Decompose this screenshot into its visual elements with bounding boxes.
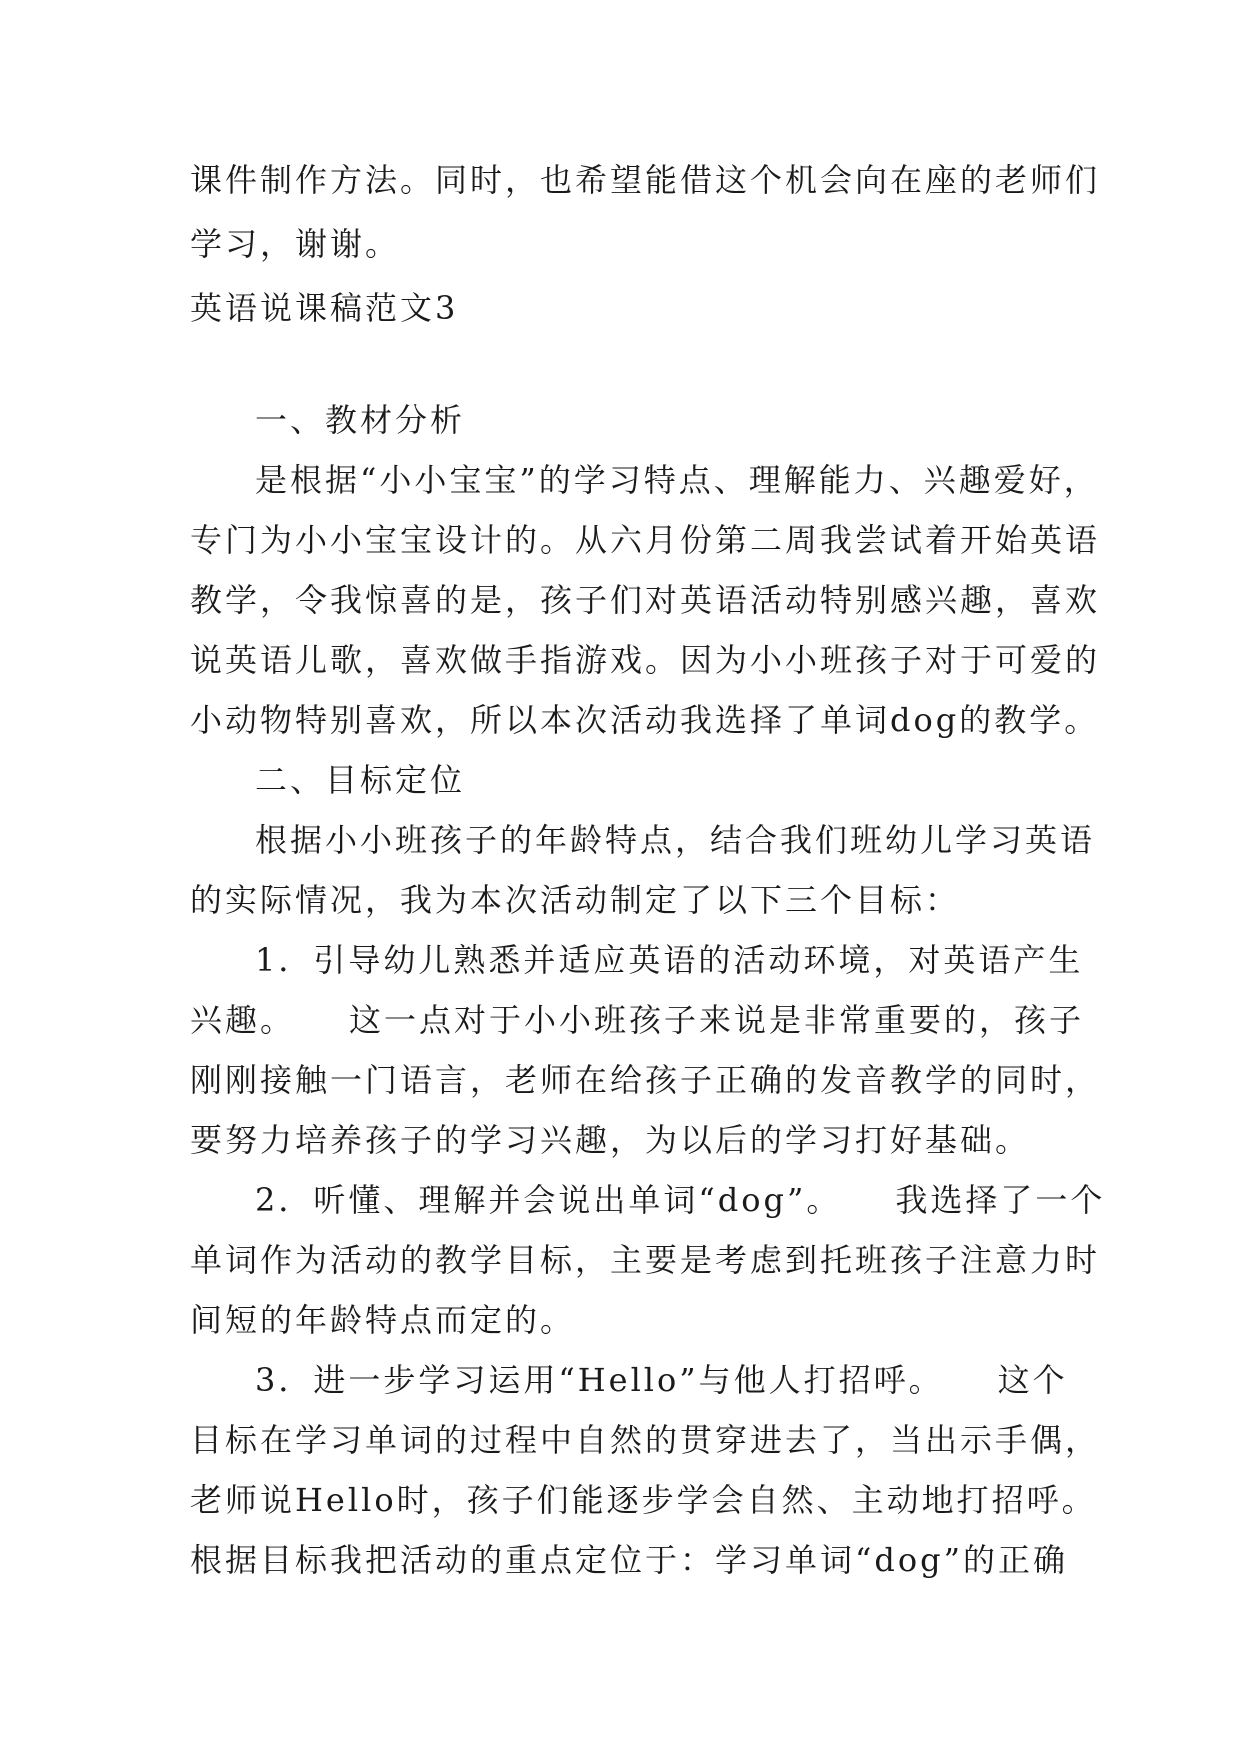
- section-title: 英语说课稿范文3: [190, 289, 459, 327]
- paragraph-line: 说英语儿歌，喜欢做手指游戏。因为小小班孩子对于可爱的: [190, 641, 1101, 679]
- paragraph-line: 教学，令我惊喜的是，孩子们对英语活动特别感兴趣，喜欢: [190, 581, 1101, 619]
- goal-2-line: 2．听懂、理解并会说出单词“dog”。 我选择了一个: [255, 1181, 1106, 1219]
- paragraph-line: 专门为小小宝宝设计的。从六月份第二周我尝试着开始英语: [190, 521, 1101, 559]
- paragraph-line: 老师说Hello时，孩子们能逐步学会自然、主动地打招呼。: [190, 1481, 1097, 1519]
- goal-1-line: 1．引导幼儿熟悉并适应英语的活动环境，对英语产生: [255, 941, 1084, 979]
- goal-3-line: 3．进一步学习运用“Hello”与他人打招呼。 这个: [255, 1361, 1068, 1399]
- paragraph-line: 单词作为活动的教学目标，主要是考虑到托班孩子注意力时: [190, 1241, 1101, 1279]
- paragraph-line: 间短的年龄特点而定的。: [190, 1301, 576, 1339]
- paragraph-line: 目标在学习单词的过程中自然的贯穿进去了，当出示手偶，: [190, 1421, 1101, 1459]
- heading-goal-positioning: 二、目标定位: [255, 761, 466, 799]
- paragraph-line: 刚刚接触一门语言，老师在给孩子正确的发音教学的同时，: [190, 1061, 1101, 1099]
- paragraph-line: 根据目标我把活动的重点定位于：学习单词“dog”的正确: [190, 1541, 1068, 1579]
- heading-textbook-analysis: 一、教材分析: [255, 401, 466, 439]
- paragraph-line: 学习，谢谢。: [190, 225, 401, 263]
- paragraph-line: 的实际情况，我为本次活动制定了以下三个目标：: [190, 881, 961, 919]
- paragraph-line: 根据小小班孩子的年龄特点，结合我们班幼儿学习英语: [255, 821, 1096, 859]
- paragraph-line: 要努力培养孩子的学习兴趣，为以后的学习打好基础。: [190, 1121, 1031, 1159]
- paragraph-line: 课件制作方法。同时，也希望能借这个机会向在座的老师们: [190, 161, 1101, 199]
- paragraph-line: 小动物特别喜欢，所以本次活动我选择了单词dog的教学。: [190, 701, 1100, 739]
- paragraph-line: 兴趣。 这一点对于小小班孩子来说是非常重要的，孩子: [190, 1001, 1085, 1039]
- paragraph-line: 是根据“小小宝宝”的学习特点、理解能力、兴趣爱好，: [255, 461, 1099, 499]
